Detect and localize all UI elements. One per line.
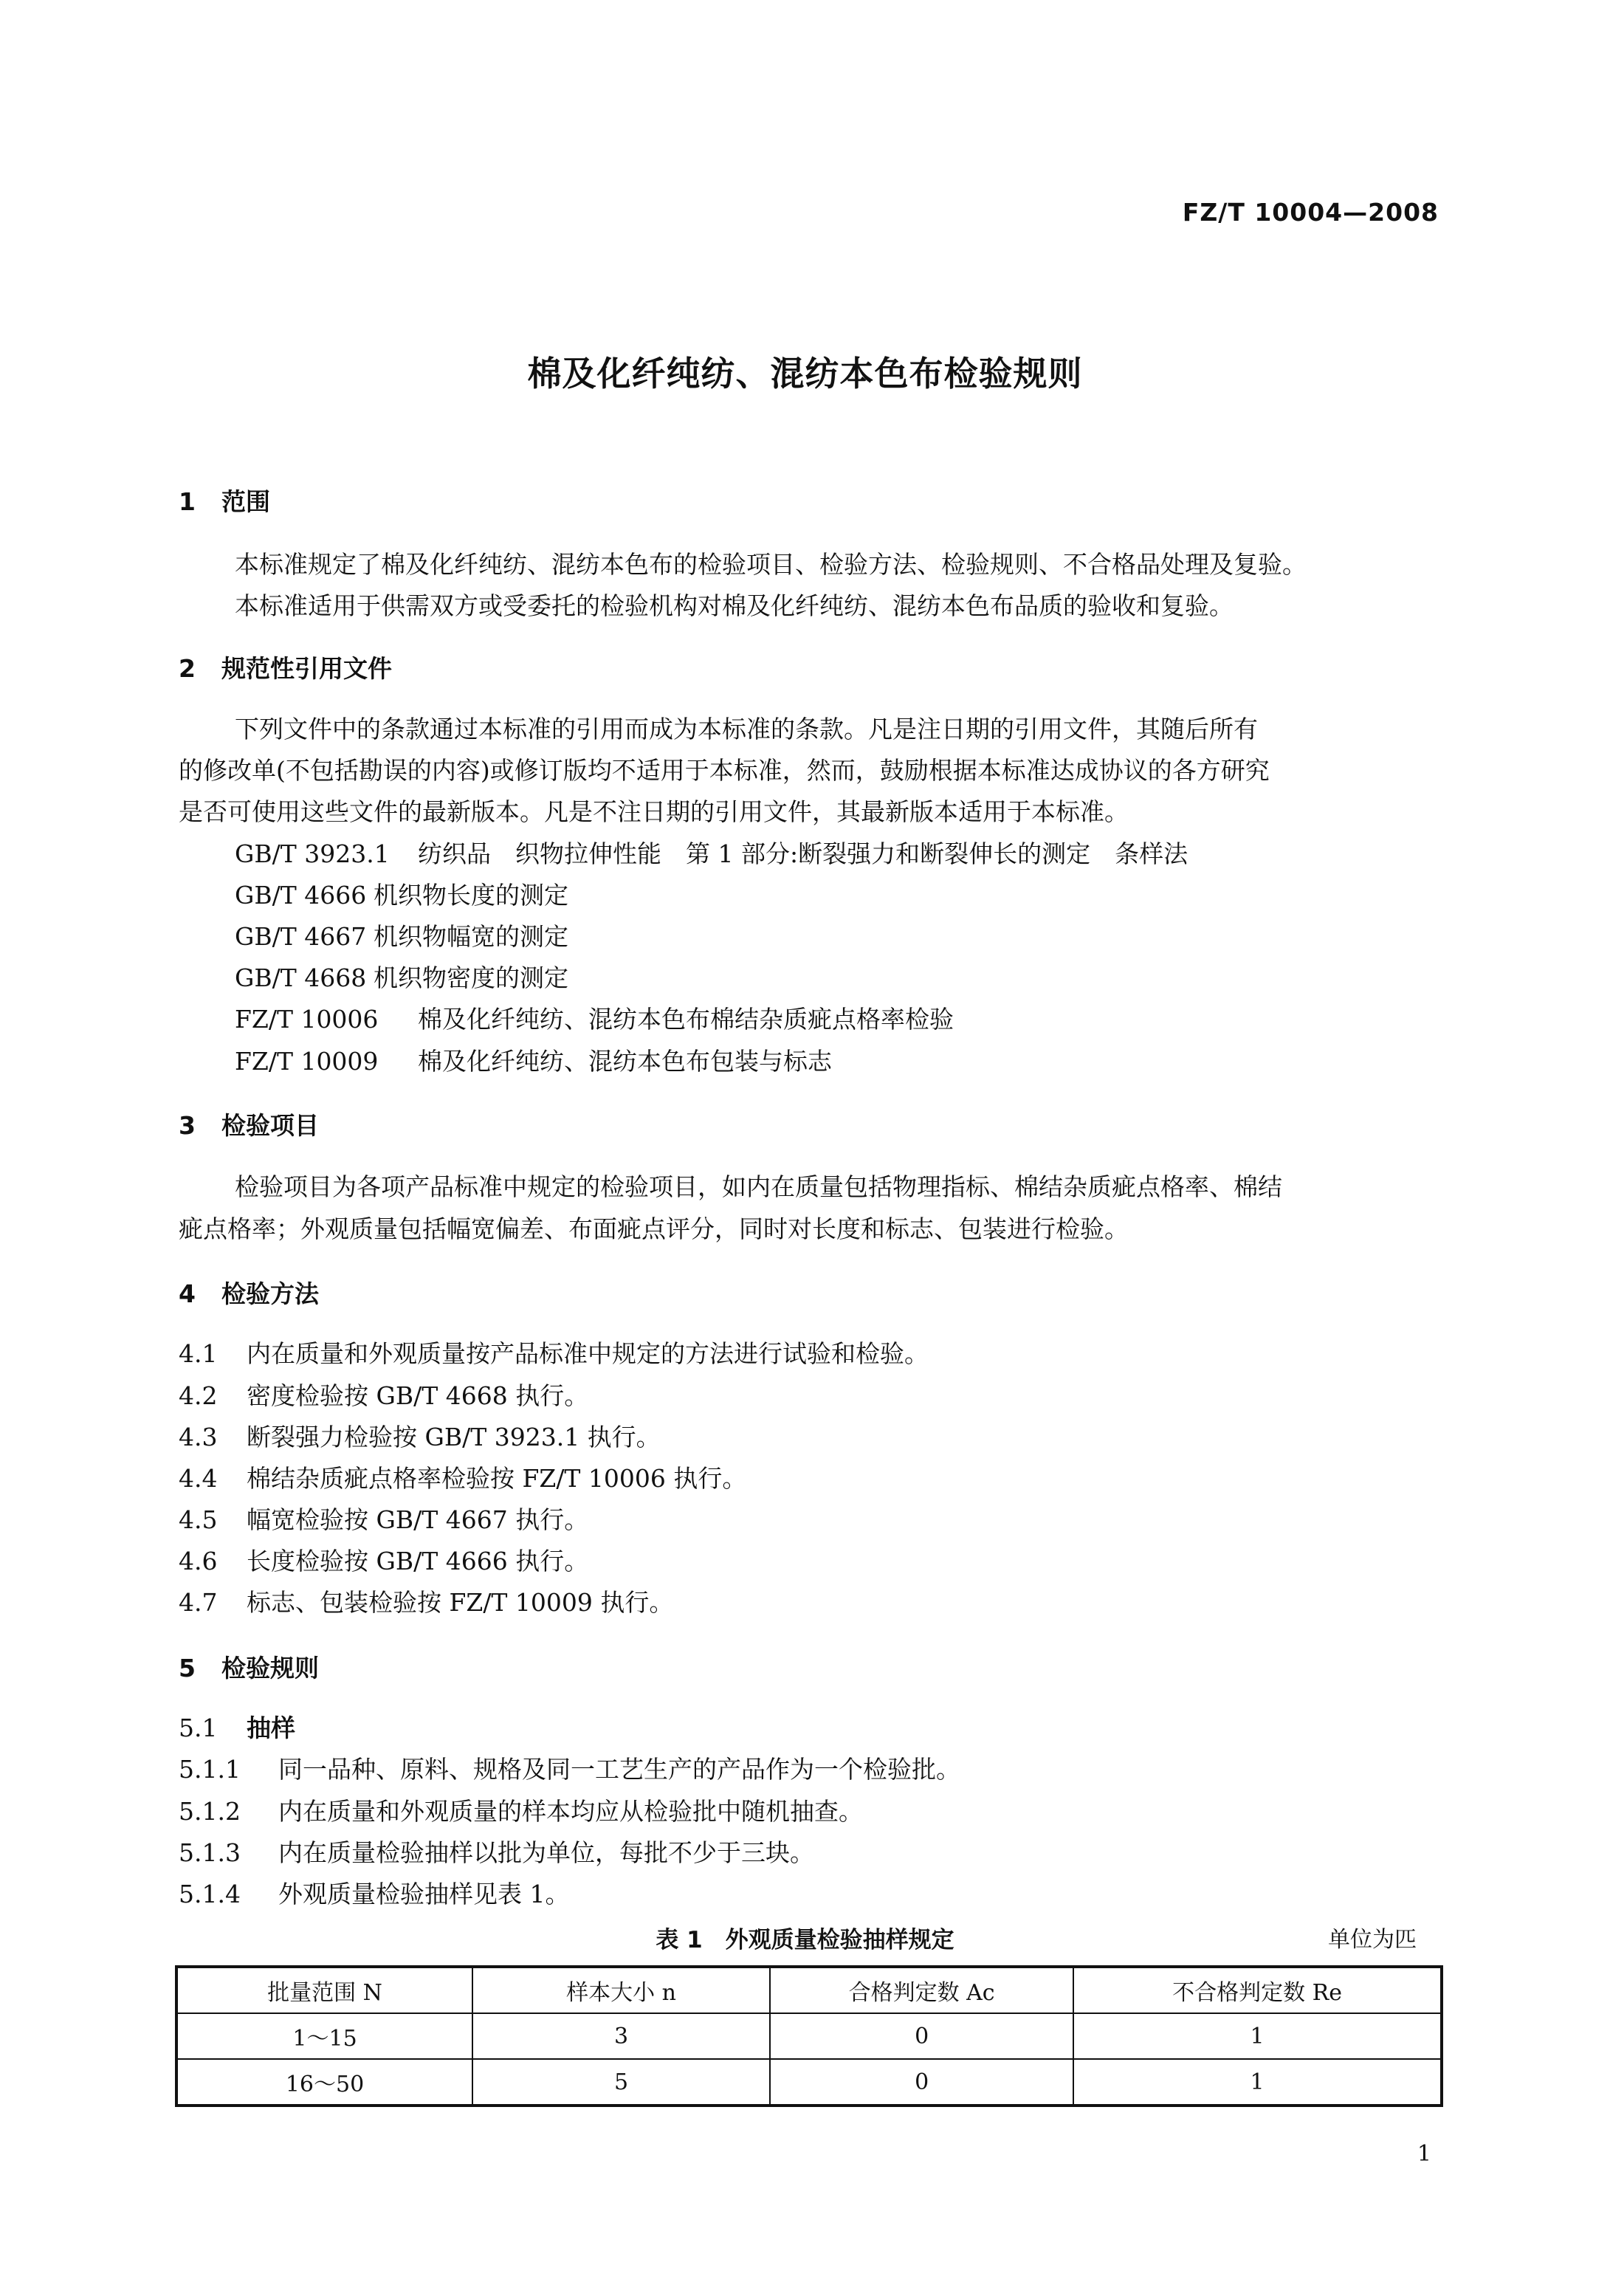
section-number: 3 <box>179 1111 196 1140</box>
clause-number: 5.1.1 <box>179 1755 241 1784</box>
clause-item <box>179 1547 588 1576</box>
sampling-table <box>175 1965 1443 2107</box>
subsection-title: 抽样 <box>247 1714 295 1742</box>
section-1-heading <box>179 487 270 517</box>
section-title: 检验项目 <box>221 1111 319 1140</box>
clause-item <box>179 1797 863 1826</box>
paragraph-line: 疵点格率；外观质量包括幅宽偏差、布面疵点评分，同时对长度和标志、包装进行检验。 <box>179 1214 1129 1243</box>
reference-code: FZ/T 10009 <box>235 1047 379 1076</box>
clause-text: 密度检验按 GB/T 4668 执行。 <box>247 1381 589 1410</box>
clause-item <box>179 1880 570 1909</box>
clause-text: 幅宽检验按 GB/T 4667 执行。 <box>247 1505 589 1534</box>
table-row <box>176 2059 1442 2106</box>
reference-title: 纺织品 织物拉伸性能 第 1 部分:断裂强力和断裂伸长的测定 条样法 <box>418 839 1188 868</box>
reference-code: GB/T 4666 <box>235 881 367 910</box>
clause-number: 4.4 <box>179 1464 218 1493</box>
clause-number: 5.1.2 <box>179 1797 241 1826</box>
clause-item <box>179 1505 588 1535</box>
table-cell: 0 <box>770 2013 1073 2059</box>
section-title: 检验规则 <box>221 1654 319 1683</box>
table-row <box>176 2013 1442 2059</box>
reference-title: 棉及化纤纯纺、混纺本色布棉结杂质疵点格率检验 <box>418 1005 954 1034</box>
paragraph: 本标准适用于供需双方或受委托的检验机构对棉及化纤纯纺、混纺本色布品质的验收和复验。 <box>235 591 1234 620</box>
paragraph-line: 是否可使用这些文件的最新版本。凡是不注日期的引用文件，其最新版本适用于本标准。 <box>179 797 1129 826</box>
clause-number: 4.5 <box>179 1505 218 1534</box>
section-number: 5 <box>179 1654 196 1683</box>
reference-title: 机织物幅宽的测定 <box>374 922 568 951</box>
clause-text: 断裂强力检验按 GB/T 3923.1 执行。 <box>247 1423 661 1451</box>
clause-number: 5.1.4 <box>179 1880 241 1908</box>
clause-number: 5.1 <box>179 1714 218 1742</box>
table-cell: 5 <box>472 2059 770 2106</box>
reference-code: FZ/T 10006 <box>235 1005 379 1034</box>
clause-text: 同一品种、原料、规格及同一工艺生产的产品作为一个检验批。 <box>278 1755 960 1784</box>
clause-number: 4.7 <box>179 1588 218 1617</box>
document-title: 棉及化纤纯纺、混纺本色布检验规则 <box>527 354 1083 393</box>
paragraph-line: 检验项目为各项产品标准中规定的检验项目，如内在质量包括物理指标、棉结杂质疵点格率、棉结 <box>235 1172 1282 1201</box>
reference-title: 机织物密度的测定 <box>374 963 568 992</box>
table-unit: 单位为匹 <box>1328 1927 1417 1953</box>
paragraph-line: 下列文件中的条款通过本标准的引用而成为本标准的条款。凡是注日期的引用文件，其随后所有 <box>235 715 1258 743</box>
table-cell: 1 <box>1073 2059 1442 2106</box>
table-cell: 16～50 <box>176 2059 472 2106</box>
clause-text: 长度检验按 GB/T 4666 执行。 <box>247 1547 589 1575</box>
reference-item <box>235 922 568 952</box>
clause-text: 外观质量检验抽样见表 1。 <box>278 1880 570 1908</box>
table-cell: 3 <box>472 2013 770 2059</box>
section-number: 1 <box>179 487 196 516</box>
table-caption: 表 1 外观质量检验抽样规定 <box>656 1927 954 1953</box>
reference-code: GB/T 4668 <box>235 963 367 992</box>
section-2-heading <box>179 654 392 684</box>
table-cell: 1 <box>1073 2013 1442 2059</box>
page-number: 1 <box>1417 2141 1431 2167</box>
clause-item <box>179 1423 661 1452</box>
reference-item <box>235 1047 832 1076</box>
clause-text: 标志、包装检验按 FZ/T 10009 执行。 <box>247 1588 674 1617</box>
section-3-heading <box>179 1111 319 1141</box>
clause-item <box>179 1588 673 1618</box>
reference-item <box>235 963 568 993</box>
section-5-heading <box>179 1654 319 1683</box>
reference-title: 机织物长度的测定 <box>374 881 568 910</box>
clause-number: 4.3 <box>179 1423 218 1451</box>
reference-title: 棉及化纤纯纺、混纺本色布包装与标志 <box>418 1047 832 1076</box>
section-4-heading <box>179 1279 319 1309</box>
paragraph-line: 的修改单(不包括勘误的内容)或修订版均不适用于本标准，然而，鼓励根据本标准达成协议的各方研究 <box>179 756 1270 785</box>
clause-item <box>179 1838 814 1868</box>
table-header-cell: 样本大小 n <box>472 1967 770 2013</box>
standard-number: FZ/T 10004—2008 <box>1182 198 1439 227</box>
clause-item <box>179 1464 746 1494</box>
clause-item <box>179 1755 960 1784</box>
table-cell: 1～15 <box>176 2013 472 2059</box>
clause-text: 棉结杂质疵点格率检验按 FZ/T 10006 执行。 <box>247 1464 747 1493</box>
reference-code: GB/T 3923.1 <box>235 839 390 868</box>
clause-text: 内在质量和外观质量按产品标准中规定的方法进行试验和检验。 <box>247 1339 929 1368</box>
clause-text: 内在质量检验抽样以批为单位，每批不少于三块。 <box>278 1838 814 1867</box>
section-number: 4 <box>179 1279 196 1308</box>
table-header-cell: 不合格判定数 Re <box>1073 1967 1442 2013</box>
reference-item <box>235 881 568 910</box>
clause-number: 4.1 <box>179 1339 218 1368</box>
section-number: 2 <box>179 654 196 683</box>
section-title: 范围 <box>221 487 270 516</box>
clause-number: 4.6 <box>179 1547 218 1575</box>
subsection-5-1-heading <box>179 1714 295 1743</box>
table-header-row <box>176 1967 1442 2013</box>
clause-item <box>179 1339 929 1369</box>
table-header-cell: 批量范围 N <box>176 1967 472 2013</box>
clause-text: 内在质量和外观质量的样本均应从检验批中随机抽查。 <box>278 1797 863 1826</box>
section-title: 规范性引用文件 <box>221 654 392 683</box>
reference-item <box>235 1005 954 1034</box>
clause-number: 5.1.3 <box>179 1838 241 1867</box>
reference-item <box>235 839 1188 869</box>
clause-item <box>179 1381 588 1411</box>
paragraph: 本标准规定了棉及化纤纯纺、混纺本色布的检验项目、检验方法、检验规则、不合格品处理及复验。 <box>235 550 1307 579</box>
table-header-cell: 合格判定数 Ac <box>770 1967 1073 2013</box>
clause-number: 4.2 <box>179 1381 218 1410</box>
table-cell: 0 <box>770 2059 1073 2106</box>
section-title: 检验方法 <box>221 1279 319 1308</box>
reference-code: GB/T 4667 <box>235 922 367 951</box>
